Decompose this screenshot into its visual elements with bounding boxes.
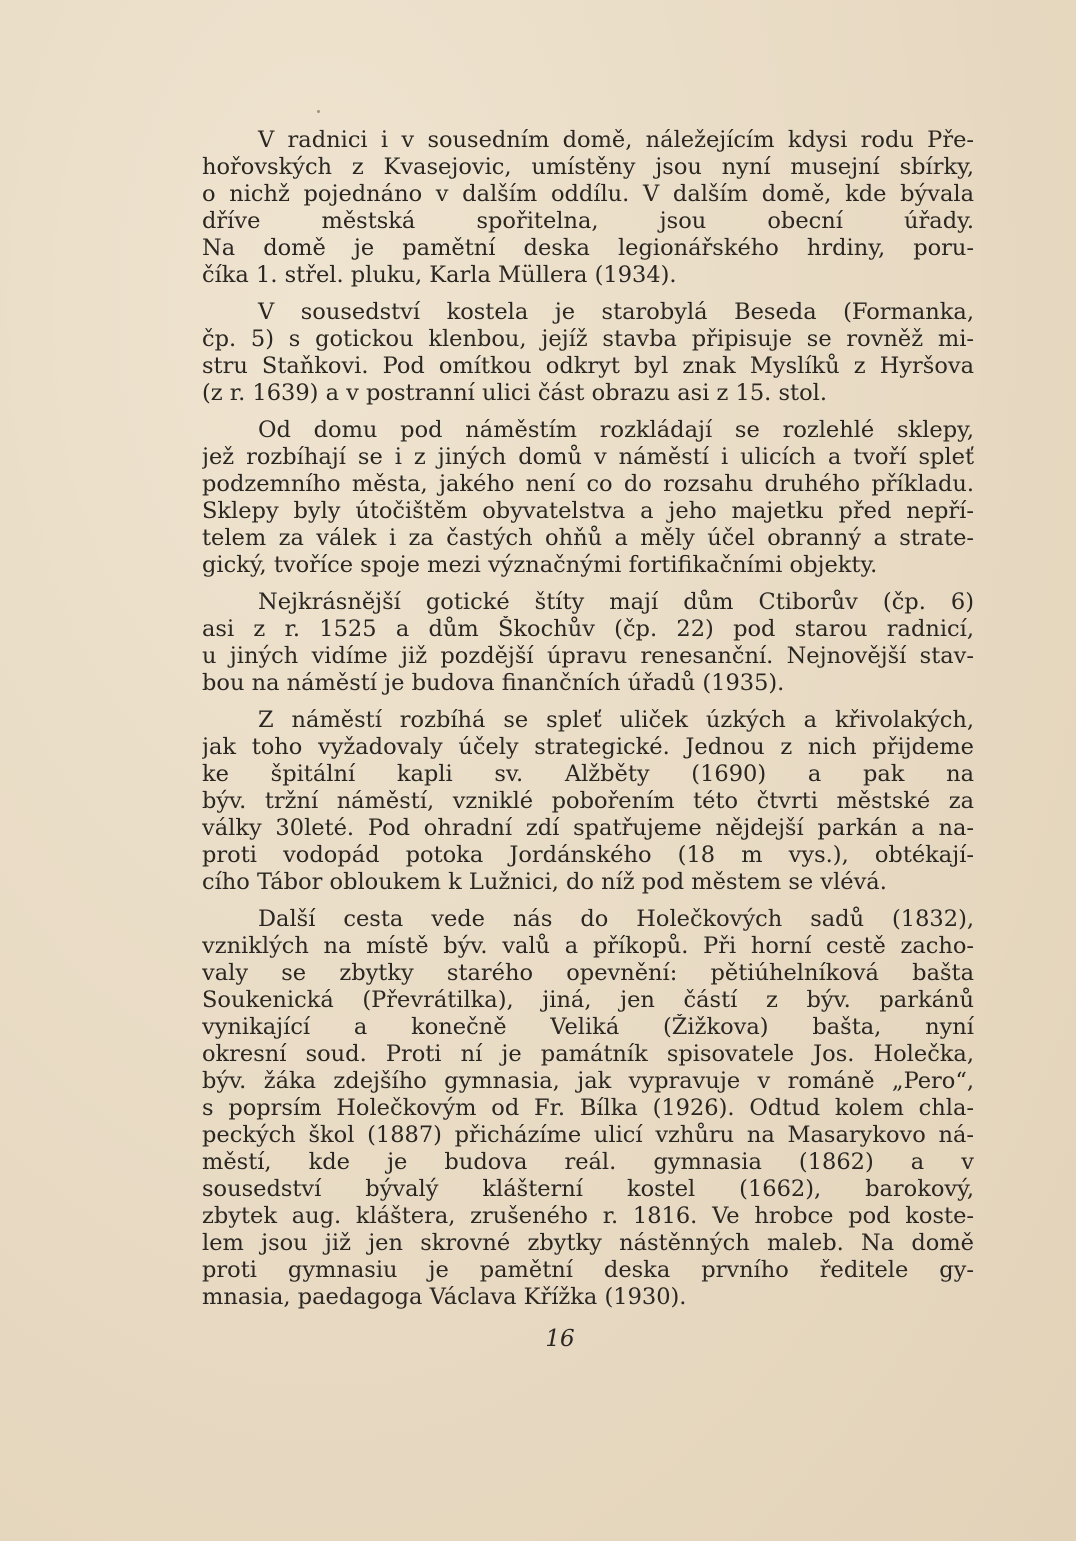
text-line: mnasia, paedagoga Václava Křížka (1930). xyxy=(202,1284,687,1310)
paragraph-stity xyxy=(202,589,974,697)
text-line: zbytek aug. kláštera, zrušeného r. 1816. Ve hrobce pod koste- xyxy=(202,1203,974,1229)
text-line: o nichž pojednáno v dalším oddílu. V dalším domě, kde bývala xyxy=(202,181,974,207)
text-line: Soukenická (Převrátilka), jiná, jen částí z býv. parkánů xyxy=(202,987,974,1013)
text-line: s poprsím Holečkovým od Fr. Bílka (1926). Odtud kolem chla- xyxy=(202,1095,974,1121)
text-line: telem za válek i za častých ohňů a měly účel obranný a strate- xyxy=(202,525,974,551)
text-line: býv. žáka zdejšího gymnasia, jak vypravuje v románě „Pero“, xyxy=(202,1068,974,1094)
paragraph-sady xyxy=(202,906,974,1311)
text-line: čp. 5) s gotickou klenbou, jejíž stavba připisuje se rovněž mi- xyxy=(202,326,974,352)
text-line: bou na náměstí je budova finančních úřadů (1935). xyxy=(202,670,785,696)
text-line: hořovských z Kvasejovic, umístěny jsou nyní musejní sbírky, xyxy=(202,154,974,180)
text-line: sousedství bývalý klášterní kostel (1662), barokový, xyxy=(202,1176,974,1202)
text-line: jež rozbíhají se i z jiných domů v náměstí i ulicích a tvoří spleť xyxy=(202,444,974,470)
paragraph-sklepy xyxy=(202,417,974,579)
text-line: V radnici i v sousedním domě, náležejícím kdysi rodu Pře- xyxy=(258,127,974,153)
text-line: Na domě je pamětní deska legionářského hrdiny, poru- xyxy=(202,235,974,261)
text-line: ke špitální kapli sv. Alžběty (1690) a pak na xyxy=(202,761,974,787)
text-line: Z náměstí rozbíhá se spleť uliček úzkých a křivolakých, xyxy=(258,707,974,733)
text-line: vzniklých na místě býv. valů a příkopů. Při horní cestě zacho- xyxy=(202,933,974,959)
text-line: číka 1. střel. pluku, Karla Müllera (1934). xyxy=(202,262,677,288)
text-line: u jiných vidíme již pozdější úpravu renesanční. Nejnovější stav- xyxy=(202,643,974,669)
text-line: cího Tábor obloukem k Lužnici, do níž pod městem se vlévá. xyxy=(202,869,887,895)
text-line: stru Staňkovi. Pod omítkou odkryt byl znak Myslíků z Hyršova xyxy=(202,353,974,379)
body-text xyxy=(202,127,974,1321)
text-line: Od domu pod náměstím rozkládají se rozlehlé sklepy, xyxy=(258,417,974,443)
paragraph-ulicky xyxy=(202,707,974,896)
text-line: okresní soud. Proti ní je památník spisovatele Jos. Holečka, xyxy=(202,1041,974,1067)
text-line: býv. tržní náměstí, vzniklé pobořením této čtvrti městské za xyxy=(202,788,974,814)
text-line: gický, tvoříce spoje mezi význačnými fortifikačními objekty. xyxy=(202,552,878,578)
text-line: valy se zbytky starého opevnění: pětiúhelníková bašta xyxy=(202,960,974,986)
paragraph-radnice xyxy=(202,127,974,289)
paragraph-beseda xyxy=(202,299,974,407)
text-line: městí, kde je budova reál. gymnasia (1862) a v xyxy=(202,1149,974,1175)
text-line: V sousedství kostela je starobylá Beseda (Formanka, xyxy=(258,299,974,325)
text-line: Nejkrásnější gotické štíty mají dům Ctiborův (čp. 6) xyxy=(258,589,974,615)
paper-speck xyxy=(317,110,320,113)
text-line: dříve městská spořitelna, jsou obecní úřady. xyxy=(202,208,974,234)
text-line: vynikající a konečně Veliká (Žižkova) bašta, nyní xyxy=(202,1014,974,1040)
text-line: lem jsou již jen skrovné zbytky nástěnných maleb. Na domě xyxy=(202,1230,974,1256)
text-line: asi z r. 1525 a dům Škochův (čp. 22) pod starou radnicí, xyxy=(202,616,974,642)
text-line: jak toho vyžadovaly účely strategické. Jednou z nich přijdeme xyxy=(202,734,974,760)
text-line: války 30leté. Pod ohradní zdí spatřujeme nějdejší parkán a na- xyxy=(202,815,974,841)
text-line: podzemního města, jakého není co do rozsahu druhého příkladu. xyxy=(202,471,974,497)
text-line: proti vodopád potoka Jordánského (18 m vys.), obtékají- xyxy=(202,842,974,868)
page-number: 16 xyxy=(545,1326,575,1352)
text-line: Sklepy byly útočištěm obyvatelstva a jeho majetku před nepří- xyxy=(202,498,974,524)
text-line: proti gymnasiu je pamětní deska prvního ředitele gy- xyxy=(202,1257,974,1283)
text-line: peckých škol (1887) přicházíme ulicí vzhůru na Masarykovo ná- xyxy=(202,1122,974,1148)
text-line: Další cesta vede nás do Holečkových sadů (1832), xyxy=(258,906,974,932)
text-line: (z r. 1639) a v postranní ulici část obrazu asi z 15. stol. xyxy=(202,380,827,406)
